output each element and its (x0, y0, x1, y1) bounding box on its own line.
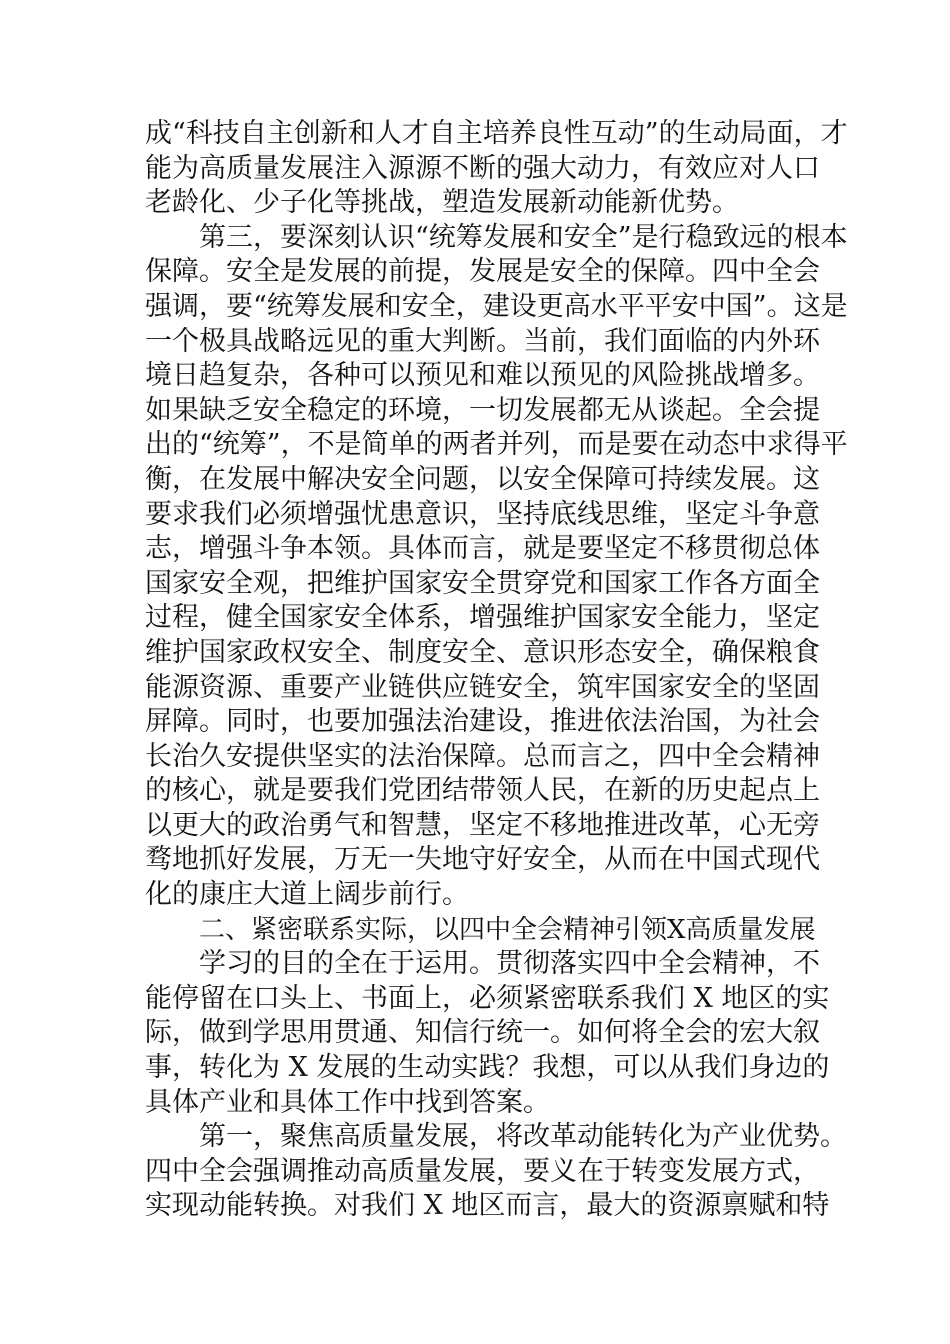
text-line: 过程，健全国家安全体系，增强维护国家安全能力，坚定 (145, 602, 820, 634)
text-line: 要求我们必须增强忧患意识，坚持底线思维，坚定斗争意 (145, 498, 820, 530)
text-line: 如果缺乏安全稳定的环境，一切发展都无从谈起。全会提 (145, 394, 820, 426)
text-line: 实现动能转换。对我们 X 地区而言，最大的资源禀赋和特 (145, 1190, 830, 1222)
text-line: 屏障。同时，也要加强法治建设，推进依法治国，为社会 (145, 706, 820, 738)
text-line: 老龄化、少子化等挑战，塑造发展新动能新优势。 (145, 187, 739, 219)
text-line: 一个极具战略远见的重大判断。当前，我们面临的内外环 (145, 325, 820, 357)
text-line: 能为高质量发展注入源源不断的强大动力，有效应对人口 (145, 152, 820, 184)
text-line: 志，增强斗争本领。具体而言，就是要坚定不移贯彻总体 (145, 533, 820, 565)
document-body (145, 117, 848, 1224)
text-line: 事，转化为 X 发展的生动实践？我想，可以从我们身边的 (145, 1052, 830, 1084)
text-line: 化的康庄大道上阔步前行。 (145, 879, 469, 911)
text-line: 能源资源、重要产业链供应链安全，筑牢国家安全的坚固 (145, 671, 820, 703)
text-line: 四中全会强调推动高质量发展，要义在于转变发展方式， (145, 1155, 820, 1187)
text-line: 第一，聚焦高质量发展，将改革动能转化为产业优势。 (199, 1121, 847, 1153)
text-line: 强调，要“统筹发展和安全，建设更高水平平安中国”。这是 (145, 290, 848, 322)
text-line: 以更大的政治勇气和智慧，坚定不移地推进改革，心无旁 (145, 809, 820, 841)
paragraph (145, 947, 830, 1120)
paragraph (145, 221, 848, 913)
text-line: 能停留在口头上、书面上，必须紧密联系我们 X 地区的实 (145, 982, 830, 1014)
text-line: 骛地抓好发展，万无一失地守好安全，从而在中国式现代 (145, 844, 820, 876)
text-line: 学习的目的全在于运用。贯彻落实四中全会精神，不 (199, 948, 820, 980)
text-line: 境日趋复杂，各种可以预见和难以预见的风险挑战增多。 (145, 360, 820, 392)
paragraph (145, 117, 848, 221)
text-line: 第三，要深刻认识“统筹发展和安全”是行稳致远的根本 (199, 221, 848, 253)
text-line: 二、紧密联系实际，以四中全会精神引领X高质量发展 (199, 914, 816, 945)
text-line: 保障。安全是发展的前提，发展是安全的保障。四中全会 (145, 256, 820, 288)
text-line: 成“科技自主创新和人才自主培养良性互动”的生动局面，才 (145, 118, 848, 149)
text-line: 衡，在发展中解决安全问题，以安全保障可持续发展。这 (145, 463, 820, 495)
section-heading (145, 913, 816, 948)
text-line: 出的“统筹”，不是简单的两者并列，而是要在动态中求得平 (145, 429, 848, 461)
text-line: 际，做到学思用贯通、知信行统一。如何将全会的宏大叙 (145, 1017, 820, 1049)
paragraph (145, 1120, 847, 1224)
text-line: 具体产业和具体工作中找到答案。 (145, 1086, 550, 1118)
text-line: 国家安全观，把维护国家安全贯穿党和国家工作各方面全 (145, 567, 820, 599)
text-line: 的核心，就是要我们党团结带领人民，在新的历史起点上 (145, 775, 820, 807)
text-line: 长治久安提供坚实的法治保障。总而言之，四中全会精神 (145, 740, 820, 772)
text-line: 维护国家政权安全、制度安全、意识形态安全，确保粮食 (145, 636, 820, 668)
